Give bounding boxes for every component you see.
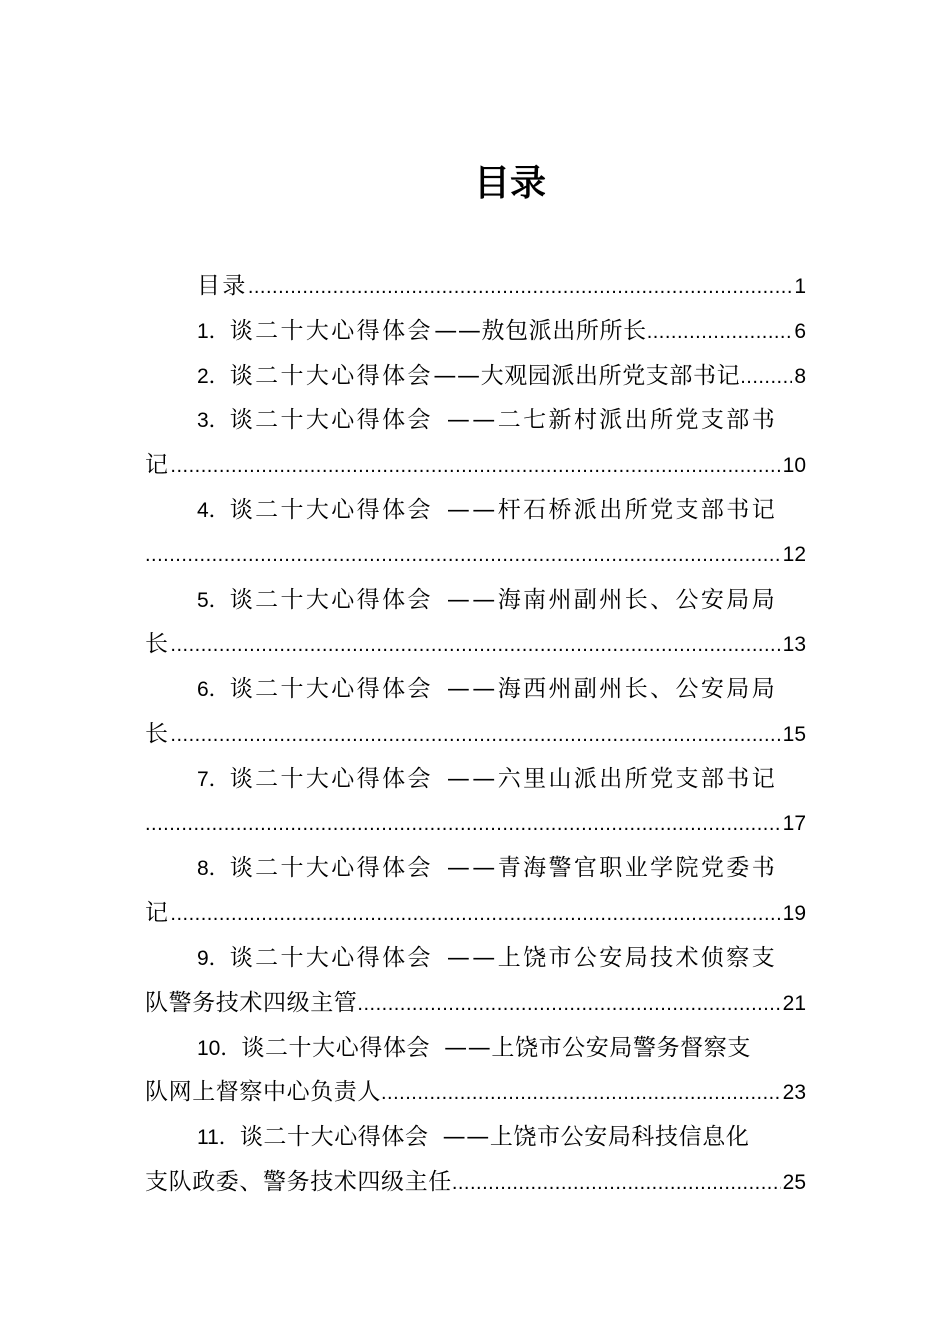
toc-entry-heading: 谈二十大心得体会 — [229, 362, 433, 389]
toc-page-number: 8 — [794, 364, 806, 388]
toc-page-number: 6 — [794, 319, 806, 343]
toc-entry-11-continued[interactable] — [145, 1160, 806, 1205]
toc-leader-dots — [248, 265, 793, 310]
toc-page-number: 25 — [782, 1170, 806, 1194]
toc-entry-8-continued[interactable] — [145, 891, 806, 936]
toc-entry-2[interactable] — [145, 354, 806, 399]
toc-entry-number: 3． — [197, 409, 230, 433]
toc-entry-number: 2． — [197, 364, 230, 388]
toc-entry-6-continued[interactable] — [145, 712, 806, 757]
toc-entry-heading: 谈二十大心得体会 — [229, 586, 433, 613]
toc-entry-number: 4． — [197, 498, 230, 522]
toc-entry-root[interactable] — [145, 264, 806, 309]
toc-page-number: 21 — [782, 991, 806, 1015]
toc-page-number: 17 — [782, 811, 806, 835]
toc-entry-number: 7． — [197, 767, 230, 791]
toc-entry-number: 10． — [197, 1036, 242, 1060]
toc-entry-subtitle: ——二七新村派出所党支部书 — [446, 407, 778, 434]
toc-entry-continuation: 长 — [145, 631, 171, 658]
toc-leader-dots — [145, 802, 781, 847]
toc-entry-3[interactable] — [145, 398, 806, 443]
toc-entry-subtitle: ——海西州副州长、公安局局 — [446, 676, 778, 703]
toc-entry-continuation: 记 — [145, 452, 171, 479]
toc-entry-3-continued[interactable] — [145, 443, 806, 488]
toc-leader-dots — [170, 713, 780, 758]
page-title: 目录 — [473, 162, 546, 204]
toc-leader-dots — [170, 623, 780, 668]
toc-leader-dots — [740, 355, 792, 400]
toc-entry-heading: 谈二十大心得体会 — [229, 317, 433, 344]
toc-entry-heading: 谈二十大心得体会 — [241, 1034, 431, 1061]
toc-page-number: 13 — [782, 633, 806, 657]
toc-entry-number: 1． — [197, 319, 230, 343]
toc-page-number: 19 — [782, 902, 806, 926]
toc-entry-heading: 谈二十大心得体会 — [229, 855, 433, 882]
toc-entry-9-continued[interactable] — [145, 981, 806, 1026]
toc-page-number: 10 — [782, 454, 806, 478]
toc-entry-continuation: 支队政委、警务技术四级主任 — [145, 1168, 452, 1195]
toc-entry-7-continued[interactable] — [145, 802, 806, 847]
toc-page-number: 23 — [782, 1081, 806, 1105]
toc-entry-6[interactable] — [145, 667, 806, 712]
toc-entry-heading: 谈二十大心得体会 — [229, 407, 433, 434]
toc-page-number: 12 — [782, 542, 806, 566]
toc-entry-number: 6． — [197, 678, 230, 702]
toc-entry-7[interactable] — [145, 757, 806, 802]
toc-leader-dots — [452, 1161, 781, 1206]
toc-entry-10-continued[interactable] — [145, 1070, 806, 1115]
toc-entry-heading: 谈二十大心得体会 — [239, 1124, 429, 1151]
toc-entry-10[interactable] — [145, 1026, 806, 1071]
toc-entry-11[interactable] — [145, 1115, 806, 1160]
toc-leader-dots — [357, 982, 780, 1027]
table-of-contents — [145, 264, 806, 1205]
toc-leader-dots — [145, 533, 781, 578]
toc-leader-dots — [170, 892, 780, 937]
toc-entry-continuation: 长 — [145, 720, 171, 747]
toc-entry-number: 8． — [197, 857, 230, 881]
toc-entry-4-continued[interactable] — [145, 533, 806, 578]
toc-entry-9[interactable] — [145, 936, 806, 981]
toc-entry-subtitle: ——青海警官职业学院党委书 — [446, 855, 778, 882]
toc-entry-label: 目录 — [197, 273, 248, 299]
toc-entry-subtitle: ——上饶市公安局警务督察支 — [444, 1034, 751, 1061]
toc-leader-dots — [170, 444, 780, 489]
toc-entry-continuation: 队网上督察中心负责人 — [145, 1079, 381, 1106]
toc-entry-subtitle: ——上饶市公安局技术侦察支 — [446, 944, 778, 971]
toc-entry-heading: 谈二十大心得体会 — [229, 944, 433, 971]
toc-entry-number: 11． — [197, 1126, 240, 1150]
toc-entry-subtitle: ——敖包派出所所长 — [434, 317, 647, 344]
toc-entry-heading: 谈二十大心得体会 — [229, 496, 433, 523]
toc-leader-dots — [647, 310, 793, 355]
toc-entry-5[interactable] — [145, 578, 806, 623]
toc-entry-subtitle: ——上饶市公安局科技信息化 — [442, 1124, 750, 1151]
toc-entry-subtitle: ——大观园派出所党支部书记 — [433, 362, 741, 389]
toc-entry-1[interactable] — [145, 309, 806, 354]
toc-entry-4[interactable] — [145, 488, 806, 533]
toc-entry-heading: 谈二十大心得体会 — [229, 676, 433, 703]
toc-entry-continuation: 记 — [145, 900, 171, 927]
toc-entry-number: 9． — [197, 946, 230, 970]
toc-page-number: 1 — [794, 275, 806, 298]
toc-leader-dots — [381, 1071, 781, 1116]
toc-entry-subtitle: ——海南州副州长、公安局局 — [446, 586, 778, 613]
toc-entry-number: 5． — [197, 588, 230, 612]
toc-entry-5-continued[interactable] — [145, 622, 806, 667]
toc-page-number: 15 — [782, 722, 806, 746]
toc-entry-subtitle: ——六里山派出所党支部书记 — [446, 765, 778, 792]
toc-entry-subtitle: ——杆石桥派出所党支部书记 — [446, 496, 778, 523]
toc-entry-heading: 谈二十大心得体会 — [229, 765, 433, 792]
toc-entry-continuation: 队警务技术四级主管 — [145, 989, 358, 1016]
toc-entry-8[interactable] — [145, 846, 806, 891]
